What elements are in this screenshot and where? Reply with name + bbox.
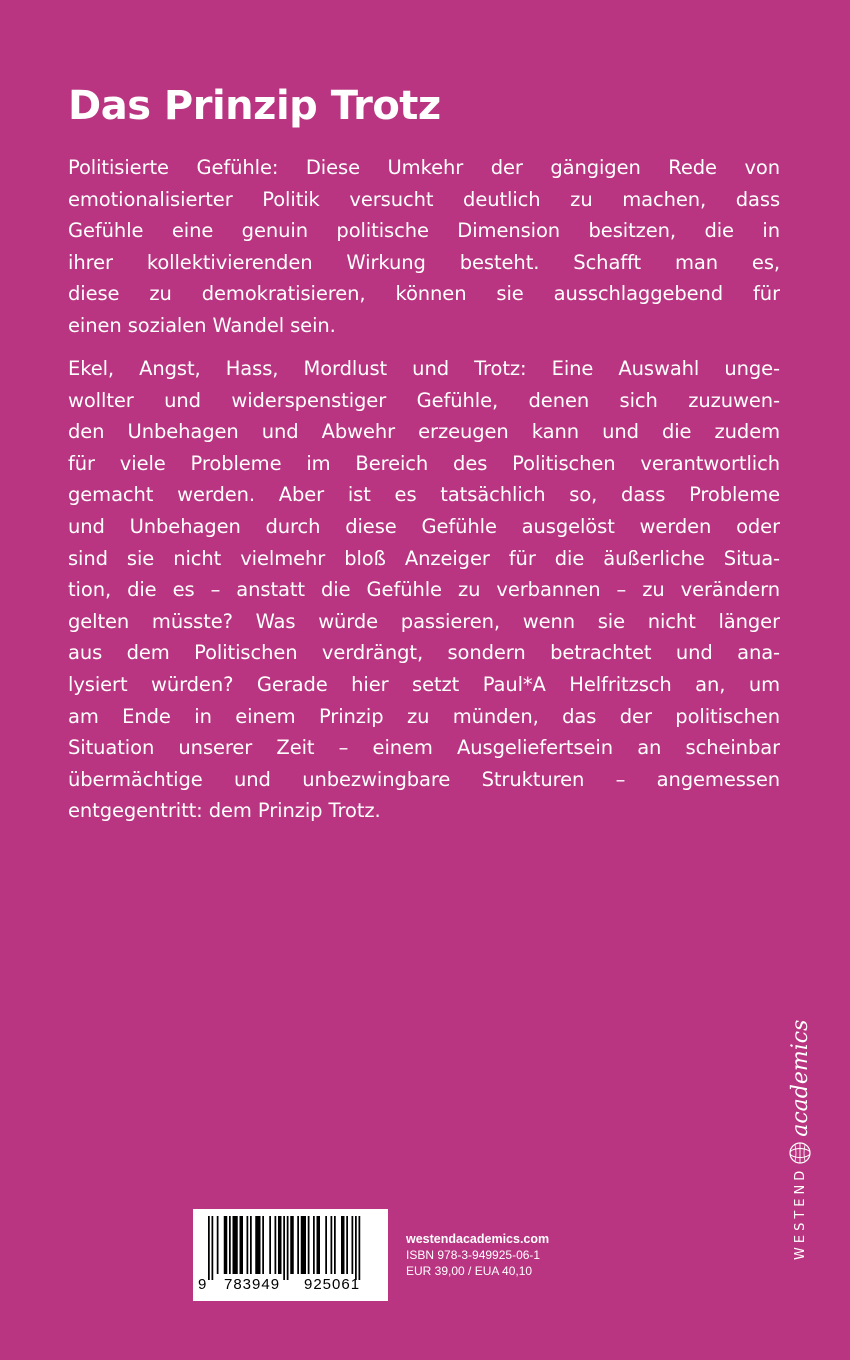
text-line: wollter und widerspenstiger Gefühle, denen sich zuzuwen-: [68, 388, 780, 412]
barcode-bar: [290, 1216, 294, 1274]
text-line: aus dem Politischen verdrängt, sondern betrachtet und ana-: [68, 641, 780, 665]
publisher-logo: [760, 990, 813, 1290]
text-line: gemacht werden. Aber ist es tatsächlich so, dass Probleme: [68, 483, 780, 507]
barcode-bar: [352, 1216, 354, 1274]
text-line: übermächtige und unbezwingbare Strukturen – angemessen: [68, 767, 780, 791]
barcode-bar: [287, 1216, 289, 1280]
text-line: Gefühle eine genuin politische Dimension besitzen, die in: [68, 219, 780, 243]
text-line: Ekel, Angst, Hass, Mordlust und Trotz: Eine Auswahl unge-: [68, 357, 780, 380]
text-line: einen sozialen Wandel sein.: [68, 313, 336, 337]
text-line: tion, die es – anstatt die Gefühle zu verbannen – zu verändern: [68, 578, 780, 602]
barcode-group-left: 783949: [224, 1276, 281, 1293]
barcode-bar: [208, 1216, 210, 1280]
barcode-bar: [269, 1216, 271, 1274]
barcode-bar: [313, 1216, 315, 1274]
publisher-info: [406, 1231, 549, 1279]
barcode-bar: [250, 1216, 252, 1274]
text-line: sind sie nicht vielmehr bloß Anzeiger für die äußerliche Situa-: [68, 546, 780, 570]
text-line: entgegentritt: dem Prinzip Trotz.: [68, 799, 381, 823]
barcode-bar: [217, 1216, 219, 1274]
text-line: und Unbehagen durch diese Gefühle ausgelöst werden oder: [68, 514, 780, 538]
globe-icon: [788, 1141, 812, 1165]
barcode-bar: [341, 1216, 345, 1274]
barcode-bar: [359, 1216, 361, 1280]
barcode-bar: [278, 1216, 282, 1274]
logo-academics-text: academics: [787, 1019, 813, 1137]
barcode-bar: [212, 1216, 214, 1280]
barcode-bar: [229, 1216, 231, 1274]
text-line: für viele Probleme im Bereich des Politischen verantwortlich: [68, 451, 780, 475]
barcode-bar: [325, 1216, 327, 1274]
text-line: emotionalisierter Politik versucht deutlich zu machen, dass: [68, 187, 780, 211]
barcode-bar: [255, 1216, 260, 1274]
barcode-bar: [233, 1216, 238, 1274]
text-line: den Unbehagen und Abwehr erzeugen kann und die zudem: [68, 420, 780, 444]
barcode-bar: [317, 1216, 321, 1274]
barcode-bar: [331, 1216, 333, 1274]
barcode-digit-first: 9: [198, 1276, 208, 1293]
barcode-bar: [275, 1216, 277, 1274]
barcode-bar: [346, 1216, 348, 1274]
barcode-bar: [224, 1216, 228, 1274]
publisher-website: westendacademics.com: [406, 1232, 550, 1246]
text-line: lysiert würden? Gerade hier setzt Paul*A Helfritzsch an, um: [68, 672, 780, 696]
barcode-bar: [240, 1216, 244, 1274]
text-line: ihrer kollektivierenden Wirkung besteht. Schafft man es,: [68, 250, 780, 274]
text-line: gelten müsste? Was würde passieren, wenn sie nicht länger: [68, 609, 780, 633]
text-line: Politisierte Gefühle: Diese Umkehr der gängigen Rede von: [68, 156, 780, 179]
barcode-bar: [247, 1216, 249, 1274]
text-line: am Ende in einem Prinzip zu münden, das der politischen: [68, 704, 780, 728]
barcode-bar: [297, 1216, 299, 1274]
price-label: EUR 39,00 / EUA 40,10: [406, 1264, 533, 1278]
text-line: diese zu demokratisieren, können sie ausschlaggebend für: [68, 282, 780, 306]
text-line: Situation unserer Zeit – einem Ausgeliefertsein an scheinbar: [68, 736, 780, 760]
book-title: Das Prinzip Trotz: [68, 83, 441, 129]
barcode-bar: [301, 1216, 306, 1274]
blurb-paragraph-1: [68, 152, 780, 342]
isbn-number: ISBN 978-3-949925-06-1: [406, 1248, 541, 1262]
barcode-bar: [355, 1216, 357, 1280]
barcode-bars: [208, 1216, 376, 1280]
barcode-bar: [262, 1216, 264, 1274]
barcode-bar: [308, 1216, 310, 1274]
barcode-bar: [283, 1216, 285, 1280]
logo-westend-text: WESTEND: [792, 1166, 808, 1260]
barcode-group-right: 925061: [304, 1276, 361, 1293]
barcode-bar: [334, 1216, 336, 1274]
blurb-paragraph-2: [68, 353, 780, 827]
isbn-barcode: [193, 1209, 388, 1301]
